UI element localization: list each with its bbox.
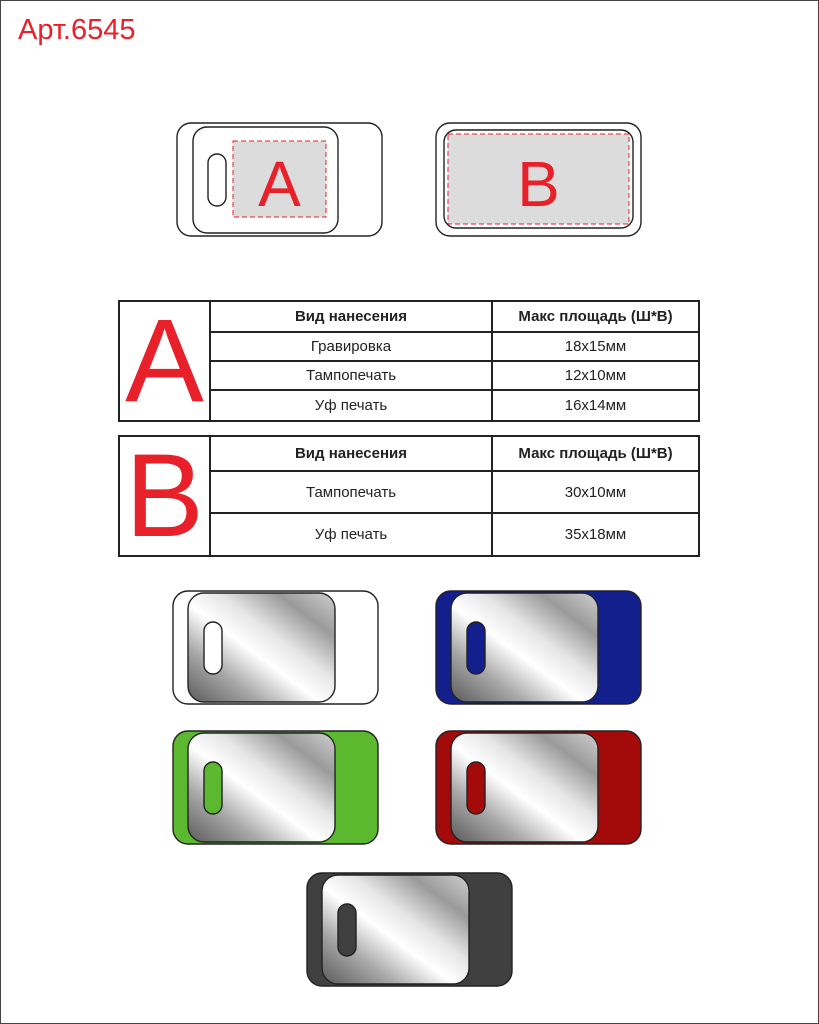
table-a-letter: A — [119, 301, 210, 421]
zone-b-letter: B — [517, 148, 560, 220]
product-variant-blue — [435, 590, 645, 706]
table-a-method: Гравировка — [210, 332, 492, 361]
table-b-method: Уф печать — [210, 513, 492, 556]
spec-table-a — [118, 300, 700, 422]
table-b-header-method: Вид нанесения — [210, 436, 492, 471]
spec-table-b — [118, 435, 700, 557]
table-a-area: 12x10мм — [492, 361, 699, 390]
product-variant-dark — [306, 872, 516, 988]
table-a-area: 16x14мм — [492, 390, 699, 421]
product-variant-red — [435, 730, 645, 846]
table-b-letter: B — [119, 436, 210, 556]
zone-a-letter: A — [258, 148, 301, 220]
table-a-method: Уф печать — [210, 390, 492, 421]
table-b-method: Тампопечать — [210, 471, 492, 513]
product-variant-green — [172, 730, 382, 846]
table-a-area: 18x15мм — [492, 332, 699, 361]
schema-zone-a — [175, 122, 385, 238]
schema-zone-b — [434, 122, 644, 238]
table-a-header-method: Вид нанесения — [210, 301, 492, 332]
table-b-area: 30x10мм — [492, 471, 699, 513]
article-title: Арт.6545 — [18, 14, 136, 46]
product-variant-white — [172, 590, 382, 706]
table-b-area: 35x18мм — [492, 513, 699, 556]
table-a-header-area: Макс площадь (Ш*В) — [492, 301, 699, 332]
table-b-header-area: Макс площадь (Ш*В) — [492, 436, 699, 471]
table-a-method: Тампопечать — [210, 361, 492, 390]
